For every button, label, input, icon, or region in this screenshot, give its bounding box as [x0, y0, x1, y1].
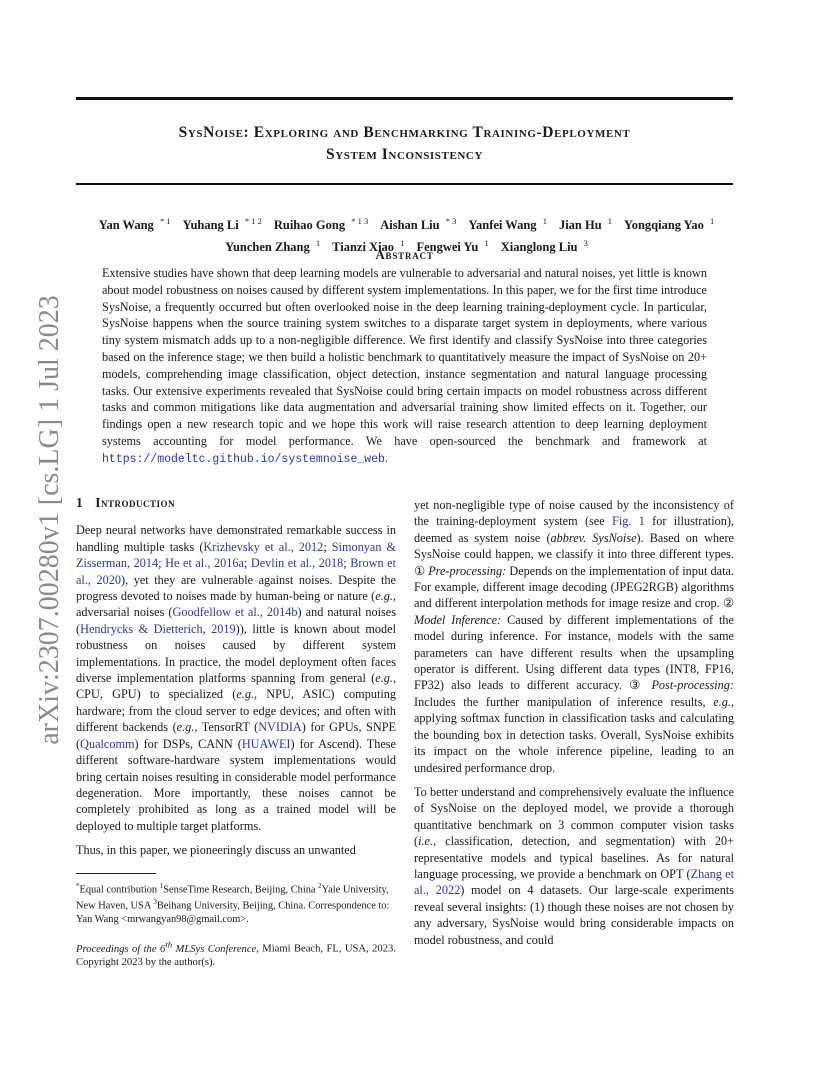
text-run: ;: [243, 556, 251, 571]
paper-title: [76, 122, 733, 166]
title-rule-top: [76, 97, 733, 100]
text-run: ), yet they are vulnerable against noises. Despite the progress devoted to noises made by human-being or nature (: [76, 572, 396, 604]
emphasis-text: e.g.: [375, 589, 393, 604]
footnote-aff-3: Beihang University, Beijing, China.: [156, 900, 306, 912]
author-affiliation: 3: [581, 238, 588, 249]
author-entry: [555, 218, 612, 232]
author-name: Ruihao Gong: [273, 218, 346, 233]
author-entry: [270, 218, 368, 232]
arxiv-stamp: arXiv:2307.00280v1 [cs.LG] 1 Jul 2023: [34, 295, 65, 745]
text-run: yet non-negligible type of noise caused by the inconsistency of the training-deployment system (see: [414, 498, 734, 529]
author-name: Jian Hu: [558, 218, 602, 233]
text-run: , NPU, ASIC) computing hardware; from the cloud server to edge devices; and often with different backends (: [76, 687, 397, 735]
benchmark-link[interactable]: https://modeltc.github.io/systemnoise_web: [102, 452, 385, 466]
author-affiliation: * 1: [157, 216, 171, 226]
author-name: Yunchen Zhang: [225, 240, 310, 255]
author-entry: [620, 218, 714, 232]
author-entry: [464, 218, 547, 232]
author-affiliation: 1: [707, 216, 715, 226]
right-column: [414, 497, 734, 956]
text-run: ) for GPUs, SNPE (: [76, 720, 396, 751]
author-name: Fengwei Yu: [416, 240, 479, 255]
title-line-2: System Inconsistency: [325, 146, 484, 163]
footnote-aff-2: Yale University, New Haven, USA: [76, 884, 389, 912]
proceedings-rest: , Miami Beach, FL, USA, 2023. Copyright 2023 by the author(s).: [76, 943, 396, 968]
abstract-body: [102, 265, 707, 469]
text-run: Includes the further manipulation of inference results,: [414, 694, 714, 709]
citation-link[interactable]: Fig. 1: [612, 514, 645, 529]
text-run: ;: [343, 556, 351, 571]
text-run: ;: [158, 556, 166, 571]
author-affiliation: 1: [398, 238, 405, 249]
section-heading: [76, 495, 396, 511]
emphasis-text: Model Inference:: [414, 612, 502, 627]
author-name: Xianglong Liu: [500, 240, 578, 255]
title-line-1: SysNoise: Exploring and Benchmarking Training-Deployment: [178, 124, 631, 141]
citation-link[interactable]: Brown et al., 2020: [76, 556, 397, 587]
footnote-equal: Equal contribution: [79, 884, 158, 895]
text-run: , classification, detection, and segmentation) with 20+ representative models and typical baselines. As for natural language processing, we provide a benchmark on OPT (: [414, 834, 734, 881]
emphasis-text: Pre-processing:: [428, 563, 507, 578]
author-entry: [376, 218, 456, 232]
section-number: 1: [76, 495, 84, 510]
author-affiliation: * 1 3: [349, 216, 369, 226]
left-column: [76, 495, 396, 969]
citation-link[interactable]: Devlin et al., 2018: [250, 556, 344, 571]
text-run: To better understand and comprehensively evaluate the influence of SysNoise on the deployed model, we provide a thorough quantitative benchmark on 3 common computer vision tasks (: [414, 784, 734, 849]
text-run: , TensorRT (: [194, 720, 259, 735]
text-run: , applying softmax function in classification tasks and calculating the bounding box in detection tasks. Overall, SysNoise exhibits its impact on the whole inference pipeline, leading to an undesired performance drop.: [414, 694, 734, 775]
intro-paragraph-3: [414, 497, 734, 776]
text-run: for illustration), deemed as system noise (: [414, 514, 734, 545]
author-name: Yan Wang: [98, 218, 154, 233]
emphasis-text: i.e.: [418, 834, 434, 849]
author-name: Yongqiang Yao: [624, 218, 704, 233]
section-title: Introduction: [95, 495, 176, 510]
author-name: Yanfei Wang: [468, 218, 537, 233]
proceedings-sup: th: [165, 939, 173, 950]
citation-link[interactable]: HUAWEI: [241, 736, 291, 751]
proceedings-prefix: Proceedings of the 6: [76, 943, 166, 955]
text-run: ) model on 4 datasets. Our large-scale experiments reveal several insights: (1) though these noises are not chosen by any adversary, SysNoise would bring considerable impacts on model robustness, and could: [414, 883, 734, 947]
text-run: ) and natural noises (: [76, 605, 397, 636]
text-run: Deep neural networks have demonstrated remarkable success in handling multiple tasks (: [76, 523, 396, 554]
text-run: , adversarial noises (: [76, 589, 396, 620]
text-run: ;: [323, 539, 332, 554]
author-affiliation: 1: [482, 238, 489, 249]
author-entry: [179, 218, 262, 232]
footnote: *Equal contribution $^1$SenseTime Research, Beijing, China $^2$Yale University, New Haven, USA $^3$Beihang University, Beijing, China. Correspondence to: Yan Wang <mrwangyan98@gmail.com>.: [76, 881, 390, 925]
text-run: ). Based on where SysNoise could happen, we classify it into three different types. ①: [414, 530, 734, 578]
emphasis-text: e.g.: [236, 687, 255, 702]
citation-link[interactable]: Goodfellow et al., 2014b: [172, 605, 298, 620]
intro-paragraph-2: Thus, in this paper, we pioneeringly discuss an unwanted: [76, 843, 356, 858]
author-affiliation: 1: [605, 216, 613, 226]
title-rule-bottom: [76, 183, 733, 185]
emphasis-text: Post-processing:: [651, 678, 734, 693]
citation-link[interactable]: Hendrycks & Dietterich, 2019: [80, 621, 236, 636]
citation-link[interactable]: Zhang et al., 2022: [414, 866, 734, 898]
citation-link[interactable]: NVIDIA: [258, 720, 302, 735]
text-run: ) for Ascend). These different software-hardware system implementations would bring certain noises resulting in considerable model performance degeneration. More importantly, these noises cannot be completely prohibited as long as a trained model will be deployed to multiple target platforms.: [76, 736, 396, 833]
text-run: , CPU, GPU) to specialized (: [76, 671, 396, 702]
citation-link[interactable]: Qualcomm: [80, 736, 135, 751]
author-line-1: [76, 212, 733, 234]
author-name: Aishan Liu: [380, 218, 440, 233]
citation-link[interactable]: Simonyan & Zisserman, 2014: [76, 539, 397, 571]
abstract-heading: Abstract: [375, 247, 434, 262]
emphasis-text: e.g.: [375, 671, 393, 686]
author-entry: [95, 218, 171, 232]
text-run: Caused by different implementations of the model during inference. For instance, models with the same parameters can have different results when the upsampling operator is different. Using different data types (INT8, FP16, FP32) also leads to different accuracy. ③: [414, 612, 734, 693]
intro-paragraph-4: [414, 784, 734, 948]
author-name: Tianzi Xiao: [332, 240, 395, 255]
author-name: Yuhang Li: [182, 218, 239, 233]
emphasis-text: e.g.: [176, 720, 195, 735]
footnote-correspondence: Correspondence to: Yan Wang <mrwangyan98@gmail.com>.: [76, 900, 390, 925]
emphasis-text: abbrev. SysNoise: [550, 530, 637, 545]
author-affiliation: 1: [313, 238, 321, 249]
citation-link[interactable]: Krizhevsky et al., 2012: [203, 539, 324, 554]
proceedings-note: [76, 938, 396, 969]
citation-link[interactable]: He et al., 2016a: [165, 556, 244, 571]
author-affiliation: 1: [540, 216, 547, 226]
intro-paragraph-1: [76, 522, 396, 834]
author-affiliation: * 3: [443, 216, 457, 226]
footnote-aff-1: SenseTime Research, Beijing, China: [163, 884, 316, 895]
text-run: Depends on the implementation of input data. For example, different image decoding (JPEG2RGB) algorithms and different interpolation methods for image resize and crop. ②: [414, 563, 734, 611]
abstract-text: Extensive studies have shown that deep learning models are vulnerable to adversarial and natural noises, yet little is known about model robustness on noises caused by different system implementations. In this paper, we for the first time introduce SysNoise, a frequently occurred but often overlooked noise in the deep learning training-deployment cycle. In particular, SysNoise happens when the source training system switches to a disparate target system in deployments, where various tiny system mismatch adds up to a non-negligible difference. We first identify and classify SysNoise into three categories based on the inference stage; we then build a holistic benchmark to quantitatively measure the impact of SysNoise on 20+ models, comprehending image classification, object detection, instance segmentation and natural language processing tasks. Our extensive experiments revealed that SysNoise could bring certain impacts on model robustness across different tasks and common mitigations like data augmentation and adversarial training show limited effects on it. Together, our findings open a new research topic and we hope this work will raise research attention to deep learning deployment systems accounting for model performance. We have open-sourced the benchmark and framework at: [102, 266, 707, 448]
text-run: ) for DSPs, CANN (: [134, 736, 242, 751]
footnote-rule: [76, 873, 156, 874]
emphasis-text: e.g.: [713, 694, 731, 709]
abstract-end: .: [384, 450, 389, 465]
text-run: )), little is known about model robustness on noises caused by different system implementations. In practice, the model deployment often faces diverse implementation platforms spanning from general (: [76, 621, 397, 686]
proceedings-suffix: MLSys Conference: [172, 943, 257, 955]
author-affiliation: * 1 2: [242, 216, 262, 226]
